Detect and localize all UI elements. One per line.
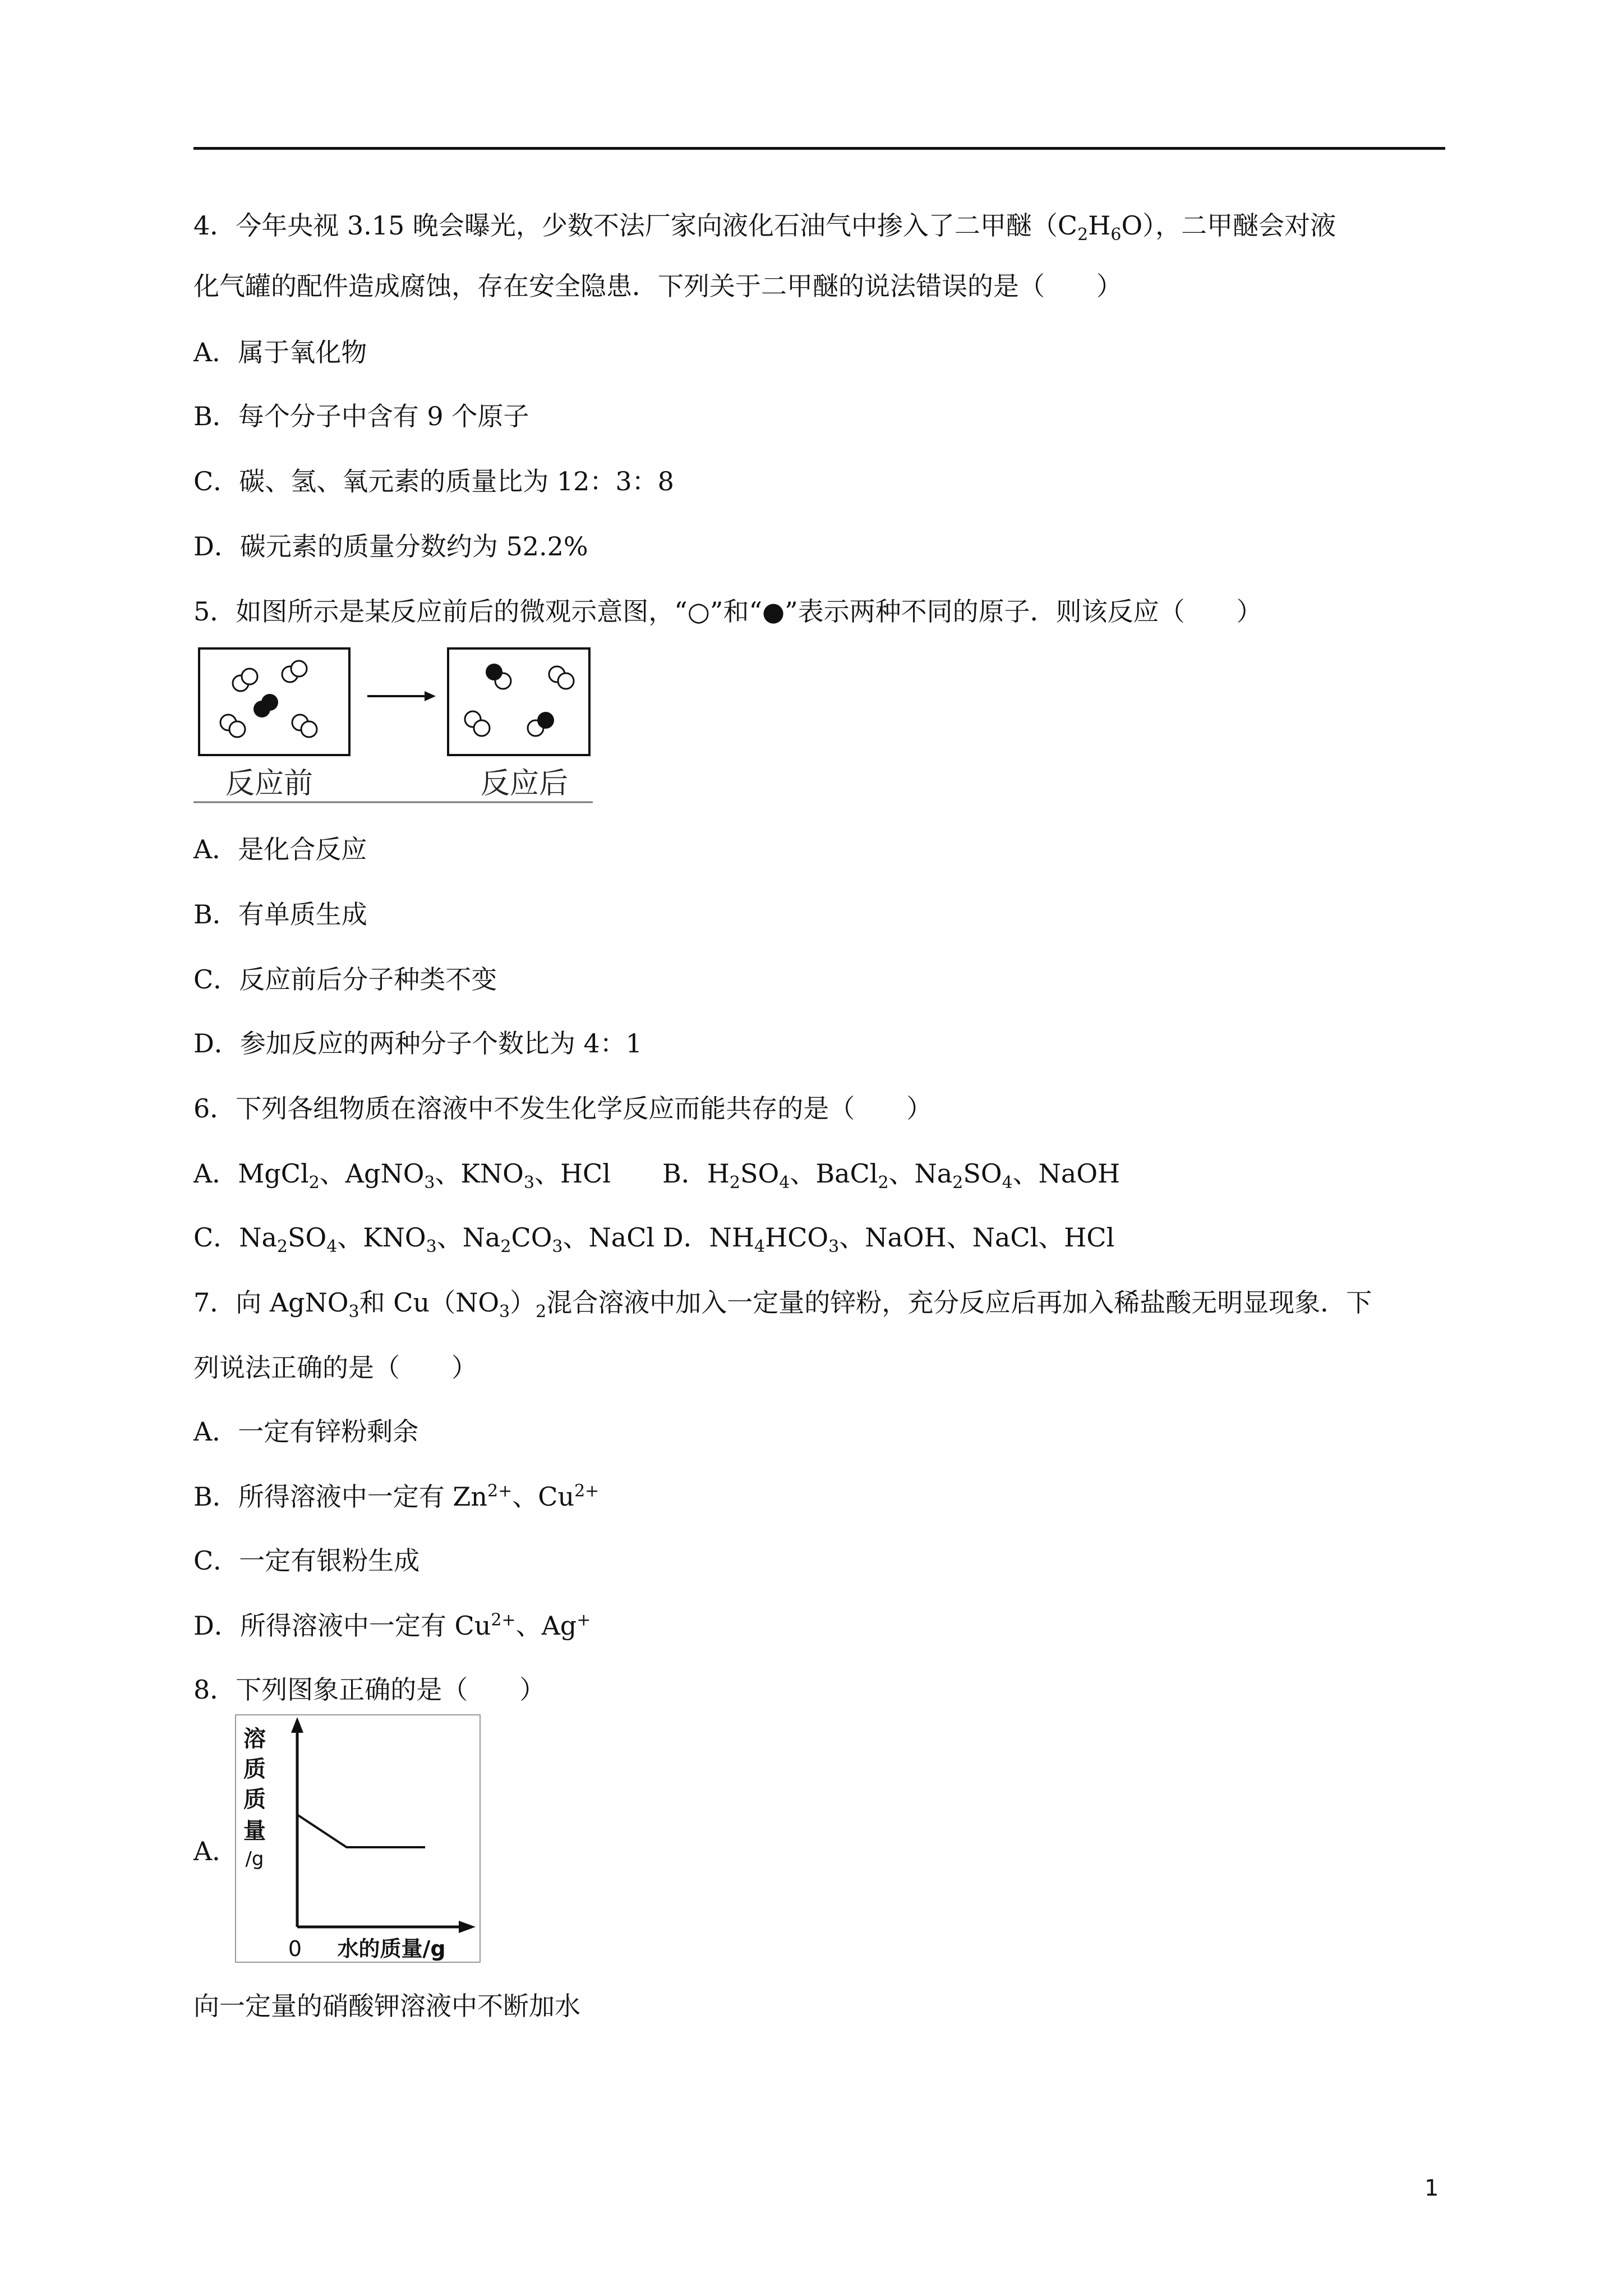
q7-stem-line2: 列说法正确的是（ ）: [193, 1352, 477, 1383]
q8-stem: 8．下列图象正确的是（ ）: [193, 1674, 546, 1705]
q4-option-c: C．碳、氢、氧元素的质量比为 12：3：8: [193, 466, 674, 496]
q4-option-a: A．属于氧化物: [193, 337, 367, 367]
arrow-icon: [425, 691, 436, 701]
svg-text:水的质量/g: 水的质量/g: [337, 1936, 446, 1961]
q6-options-cd: C．$Na_2SO_4$、$KNO_3$、$Na_2CO_3$、NaCl D．$NH_4HCO_3$、NaOH、NaCl、HCl: [193, 1222, 1115, 1257]
q4-stem-line2: 化气罐的配件造成腐蚀，存在安全隐患．下列关于二甲醚的说法错误的是（ ）: [193, 271, 1122, 301]
q5-option-c: C．反应前后分子种类不变: [193, 964, 497, 995]
reaction-diagram: [193, 646, 593, 804]
q8-option-a-caption: 向一定量的硝酸钾溶液中不断加水: [193, 1991, 580, 2021]
svg-text:质: 质: [243, 1787, 266, 1812]
q7-option-c: C．一定有银粉生成: [193, 1545, 420, 1576]
page-number: 1: [1424, 2175, 1439, 2201]
q8-graph-a: [234, 1714, 481, 1963]
q5-stem: 5．如图所示是某反应前后的微观示意图，“○”和“●”表示两种不同的原子．则该反应（ ）: [193, 596, 1262, 627]
graph-line: [297, 1815, 425, 1847]
q5-option-a: A．是化合反应: [193, 834, 367, 864]
label-before: 反应前: [225, 767, 313, 800]
x-axis-arrow-icon: [459, 1921, 476, 1933]
molecules-after: [465, 666, 574, 736]
after-box: [448, 648, 589, 755]
q4-stem-line1: 4．今年央视 3.15 晚会曝光，少数不法厂家向液化石油气中掺入了二甲醚$(C_2H_6O)$，二甲醚会对液: [193, 210, 1336, 245]
q4-option-b: B．每个分子中含有 9 个原子: [193, 401, 529, 431]
svg-text:/g: /g: [245, 1848, 264, 1870]
q5-option-d: D．参加反应的两种分子个数比为 4：1: [193, 1028, 643, 1059]
header-rule: [193, 147, 1445, 150]
label-after: 反应后: [480, 767, 569, 800]
y-axis-arrow-icon: [291, 1717, 303, 1733]
q7-stem-line1: 7．向 AgNO$_3$和 $Cu(NO_3)_2$混合溶液中加入一定量的锌粉，充分反应后再加入稀盐酸无明显现象．下: [193, 1287, 1372, 1322]
q4-option-d: D．碳元素的质量分数约为 52.2%: [193, 531, 588, 562]
q7-option-d: D．所得溶液中一定有 $Cu^{2+}$、Ag+: [193, 1610, 591, 1641]
svg-text:0: 0: [288, 1936, 302, 1961]
svg-text:质: 质: [243, 1756, 266, 1782]
q8-option-a-label: A．: [193, 1836, 238, 1866]
q7-option-b: B．所得溶液中一定有 $Zn^{2+}$、$Cu^{2+}$: [193, 1481, 600, 1512]
svg-text:量: 量: [243, 1818, 266, 1844]
q6-options-ab: A．MgCl$_2$、AgNO$_3$、$KNO_3$、HCl B．$H_2SO_4$、BaCl$_2$、$Na_2SO_4$、NaOH: [193, 1158, 1121, 1193]
svg-text:溶: 溶: [243, 1726, 266, 1752]
dark-atoms-before: [253, 694, 278, 717]
q5-option-b: B．有单质生成: [193, 899, 367, 930]
dark-atoms-after: [486, 664, 554, 729]
q7-option-a: A．一定有锌粉剩余: [193, 1416, 419, 1447]
q6-stem: 6．下列各组物质在溶液中不发生化学反应而能共存的是（ ）: [193, 1093, 933, 1124]
